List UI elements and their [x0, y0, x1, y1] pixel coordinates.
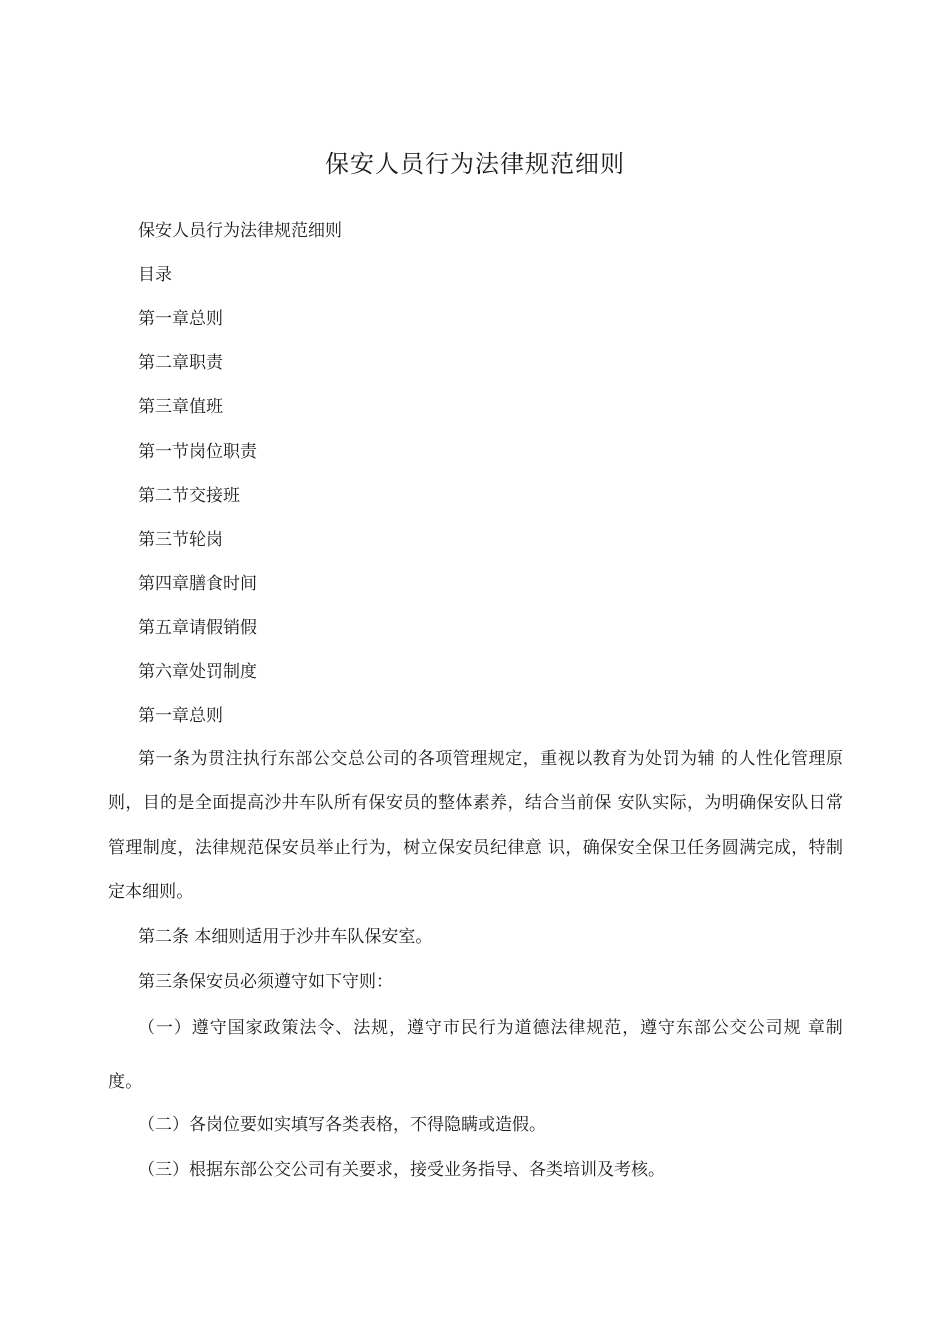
toc-item-chapter-2: 第二章职责: [138, 353, 223, 373]
toc-item-chapter-3: 第三章值班: [138, 397, 223, 417]
toc-item-section-3: 第三节轮岗: [138, 530, 223, 550]
toc-item-section-2: 第二节交接班: [138, 486, 240, 506]
toc-item-chapter-6: 第六章处罚制度: [138, 662, 257, 682]
toc-heading: 目录: [138, 265, 172, 285]
article-3-paragraph: 第三条保安员必须遵守如下守则：: [138, 972, 393, 992]
document-subtitle: 保安人员行为法律规范细则: [138, 221, 342, 241]
rule-1-paragraph: （一）遵守国家政策法令、法规，遵守市民行为道德法律规范，遵守东部公交公司规 章制度。: [108, 1018, 843, 1092]
chapter-1-heading: 第一章总则: [138, 706, 223, 726]
toc-item-chapter-4: 第四章膳食时间: [138, 574, 257, 594]
document-title: 保安人员行为法律规范细则: [325, 150, 625, 178]
toc-item-chapter-1: 第一章总则: [138, 309, 223, 329]
article-2-paragraph: 第二条 本细则适用于沙井车队保安室。: [138, 927, 433, 947]
rule-3-paragraph: （三）根据东部公交公司有关要求，接受业务指导、各类培训及考核。: [138, 1160, 665, 1180]
toc-item-section-1: 第一节岗位职责: [138, 442, 257, 462]
rule-2-paragraph: （二）各岗位要如实填写各类表格，不得隐瞒或造假。: [138, 1115, 546, 1135]
article-1-paragraph: 第一条为贯注执行东部公交总公司的各项管理规定，重视以教育为处罚为辅 的人性化管理原则，目的是全面提高沙井车队所有保安员的整体素养，结合当前保 安队实际，为明确保安队日常管理制度，法律规范保安员举止行为，树立保安员纪律意 识，确保安全保卫任务圆满完成，特制定本细则。: [108, 749, 843, 902]
toc-item-chapter-5: 第五章请假销假: [138, 618, 257, 638]
